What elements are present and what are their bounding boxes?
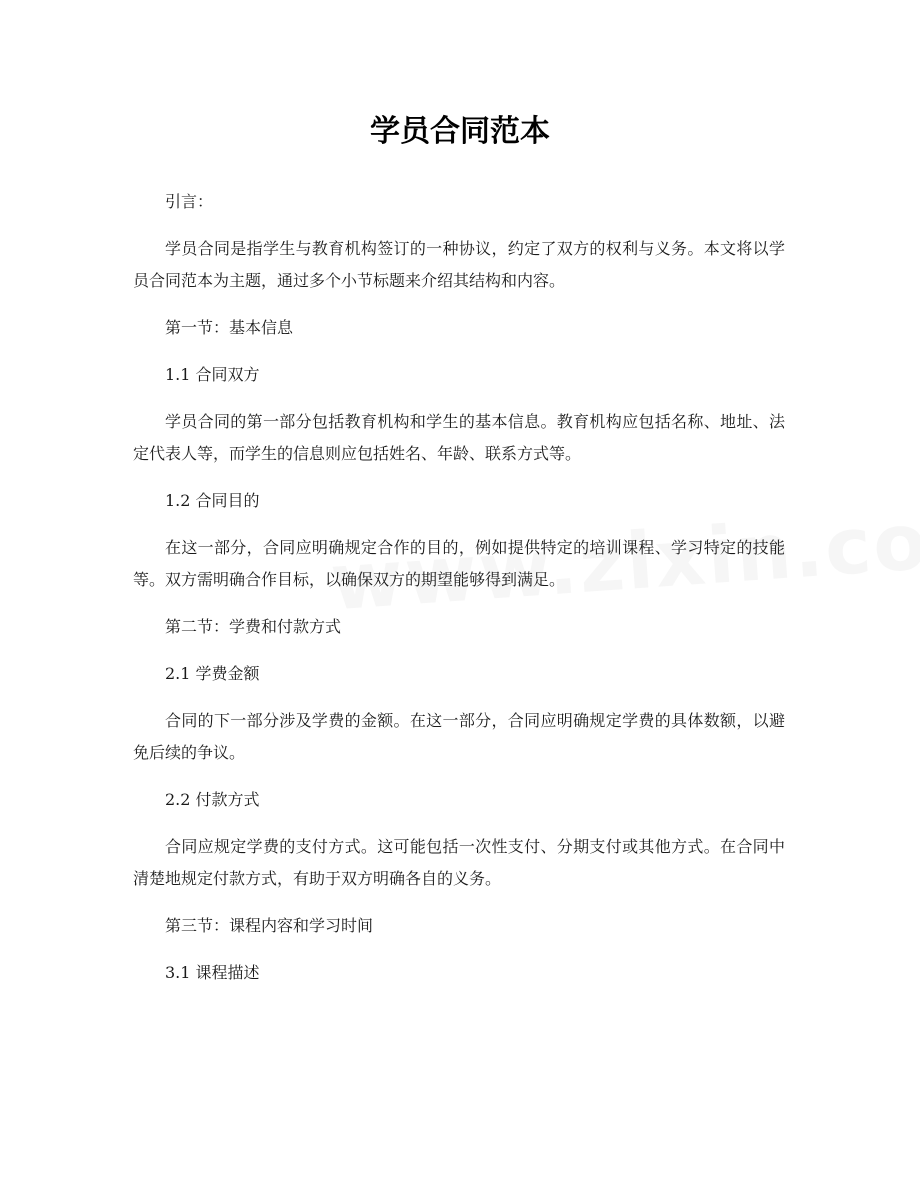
subsection-2-1-paragraph: 合同的下一部分涉及学费的金额。在这一部分，合同应明确规定学费的具体数额，以避免后续的争议。 <box>133 711 785 762</box>
subsection-1-1-heading: 1.1 合同双方 <box>165 365 260 384</box>
subsection-1-1-paragraph: 学员合同的第一部分包括教育机构和学生的基本信息。教育机构应包括名称、地址、法定代表人等，而学生的信息则应包括姓名、年龄、联系方式等。 <box>133 412 785 463</box>
subsection-2-2-heading: 2.2 付款方式 <box>165 790 260 809</box>
section-1-heading: 第一节：基本信息 <box>165 318 294 337</box>
document-title: 学员合同范本 <box>370 114 550 149</box>
document-body <box>133 186 785 989</box>
section-2-heading: 第二节：学费和付款方式 <box>165 617 342 636</box>
section-3-heading: 第三节：课程内容和学习时间 <box>165 916 374 935</box>
subsection-1-2-heading: 1.2 合同目的 <box>165 491 260 510</box>
subsection-1-2-paragraph: 在这一部分，合同应明确规定合作的目的，例如提供特定的培训课程、学习特定的技能等。双方需明确合作目标，以确保双方的期望能够得到满足。 <box>133 538 785 589</box>
intro-paragraph: 学员合同是指学生与教育机构签订的一种协议，约定了双方的权利与义务。本文将以学员合同范本为主题，通过多个小节标题来介绍其结构和内容。 <box>133 239 785 290</box>
subsection-2-1-heading: 2.1 学费金额 <box>165 664 260 683</box>
subsection-3-1-heading: 3.1 课程描述 <box>165 963 260 982</box>
intro-label: 引言： <box>165 192 214 211</box>
subsection-2-2-paragraph: 合同应规定学费的支付方式。这可能包括一次性支付、分期支付或其他方式。在合同中清楚地规定付款方式，有助于双方明确各自的义务。 <box>133 837 785 888</box>
